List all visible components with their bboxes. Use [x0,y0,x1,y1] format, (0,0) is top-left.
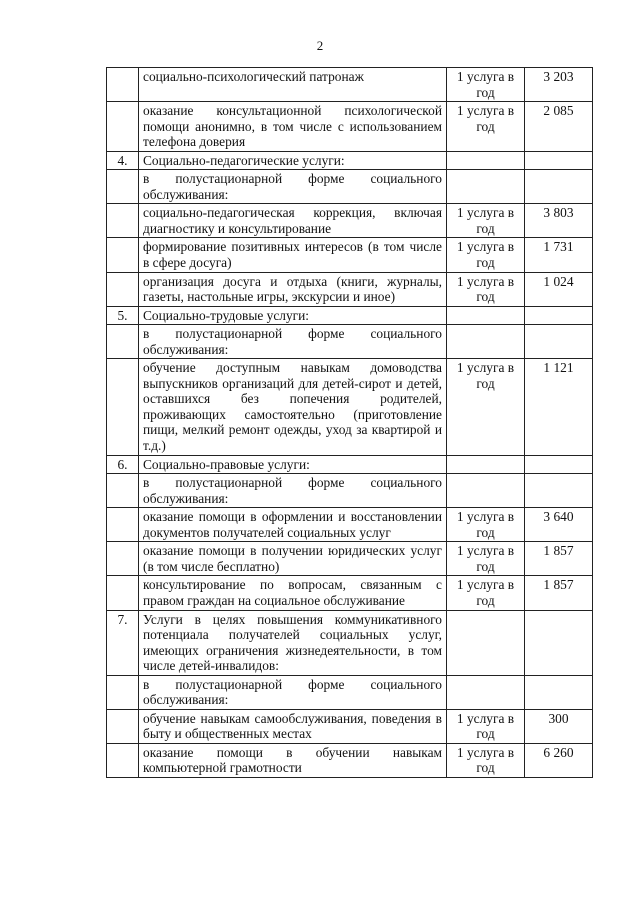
unit-cell: 1 услуга в год [447,743,525,777]
row-number-cell [107,743,139,777]
service-name-cell: Услуги в целях повышения коммуникативного потенциала получателей социальных услуг, имеющих ограничения жизнедеятельности, в том числе детей-инвалидов: [139,610,447,675]
unit-cell [447,306,525,325]
service-name-cell: обучение навыкам самообслуживания, поведения в быту и общественных местах [139,709,447,743]
table-row [107,743,593,777]
unit-cell [447,610,525,675]
price-cell: 1 857 [525,576,593,610]
row-number-cell [107,474,139,508]
price-cell [525,306,593,325]
table-row [107,325,593,359]
table-row [107,455,593,474]
row-number-cell [107,542,139,576]
service-name-cell: в полустационарной форме социального обслуживания: [139,675,447,709]
price-cell: 1 121 [525,359,593,455]
table-row [107,675,593,709]
row-number-cell: 7. [107,610,139,675]
row-number-cell [107,709,139,743]
unit-cell: 1 услуга в год [447,508,525,542]
table-row [107,610,593,675]
service-name-cell: оказание помощи в получении юридических услуг (в том числе бесплатно) [139,542,447,576]
table-row [107,508,593,542]
service-name-cell: формирование позитивных интересов (в том числе в сфере досуга) [139,238,447,272]
unit-cell: 1 услуга в год [447,542,525,576]
row-number-cell [107,325,139,359]
row-number-cell [107,272,139,306]
price-cell: 300 [525,709,593,743]
price-cell [525,151,593,170]
price-cell: 2 085 [525,102,593,152]
unit-cell: 1 услуга в год [447,238,525,272]
price-cell: 3 640 [525,508,593,542]
row-number-cell: 6. [107,455,139,474]
unit-cell: 1 услуга в год [447,102,525,152]
price-cell [525,675,593,709]
service-name-cell: в полустационарной форме социального обслуживания: [139,170,447,204]
row-number-cell [107,359,139,455]
service-name-cell: обучение доступным навыкам домоводства выпускников организаций для детей-сирот и детей, оставшихся без попечения родителей, проживающих самостоятельно (приготовление пищи, мелкий ремонт одежды, уход за квартирой и т.д.) [139,359,447,455]
table-row [107,272,593,306]
price-cell: 3 803 [525,204,593,238]
service-name-cell: социально-психологический патронаж [139,68,447,102]
row-number-cell [107,68,139,102]
unit-cell: 1 услуга в год [447,204,525,238]
row-number-cell [107,675,139,709]
row-number-cell [107,204,139,238]
row-number-cell: 4. [107,151,139,170]
price-cell: 6 260 [525,743,593,777]
row-number-cell [107,576,139,610]
page-number: 2 [316,38,324,53]
row-number-cell: 5. [107,306,139,325]
row-number-cell [107,102,139,152]
table-row [107,542,593,576]
table-row [107,238,593,272]
unit-cell [447,151,525,170]
service-name-cell: в полустационарной форме социального обслуживания: [139,474,447,508]
table-row [107,576,593,610]
table-row [107,474,593,508]
service-name-cell: оказание помощи в обучении навыкам компьютерной грамотности [139,743,447,777]
service-name-cell: Социально-трудовые услуги: [139,306,447,325]
unit-cell: 1 услуга в год [447,709,525,743]
unit-cell: 1 услуга в год [447,272,525,306]
unit-cell [447,474,525,508]
service-name-cell: оказание консультационной психологической помощи анонимно, в том числе с использованием телефона доверия [139,102,447,152]
price-cell [525,610,593,675]
table-body [107,68,593,778]
row-number-cell [107,170,139,204]
table-row [107,306,593,325]
service-name-cell: консультирование по вопросам, связанным с правом граждан на социальное обслуживание [139,576,447,610]
unit-cell: 1 услуга в год [447,68,525,102]
table-row [107,151,593,170]
row-number-cell [107,238,139,272]
table-row [107,102,593,152]
unit-cell [447,170,525,204]
price-cell: 3 203 [525,68,593,102]
service-name-cell: в полустационарной форме социального обслуживания: [139,325,447,359]
unit-cell: 1 услуга в год [447,359,525,455]
table-row [107,359,593,455]
service-name-cell: оказание помощи в оформлении и восстановлении документов получателей социальных услуг [139,508,447,542]
price-cell: 1 857 [525,542,593,576]
table-row [107,68,593,102]
row-number-cell [107,508,139,542]
services-price-table [106,67,593,778]
unit-cell [447,325,525,359]
service-name-cell: социально-педагогическая коррекция, включая диагностику и консультирование [139,204,447,238]
unit-cell [447,455,525,474]
price-cell: 1 731 [525,238,593,272]
table-row [107,170,593,204]
price-cell [525,455,593,474]
table-row [107,709,593,743]
service-name-cell: Социально-педагогические услуги: [139,151,447,170]
price-cell [525,474,593,508]
unit-cell [447,675,525,709]
price-cell [525,325,593,359]
unit-cell: 1 услуга в год [447,576,525,610]
price-cell: 1 024 [525,272,593,306]
price-cell [525,170,593,204]
service-name-cell: организация досуга и отдыха (книги, журналы, газеты, настольные игры, экскурсии и иное) [139,272,447,306]
table-row [107,204,593,238]
service-name-cell: Социально-правовые услуги: [139,455,447,474]
